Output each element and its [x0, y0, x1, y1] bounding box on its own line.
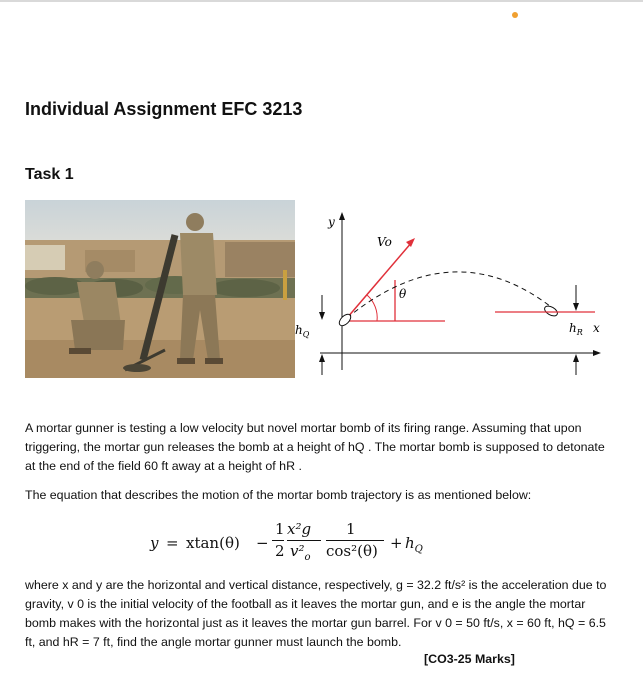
trajectory-equation [150, 520, 450, 570]
equation-intro: The equation that describes the motion of the mortar bomb trajectory is as mentioned below: [25, 488, 532, 502]
indicator-dot [512, 12, 518, 18]
trajectory-diagram [295, 200, 618, 378]
eq-minus: − [256, 534, 269, 552]
variables-paragraph: where x and y are the horizontal and vertical distance, respectively, g = 32.2 ft/s² is the acceleration due to gravity, v 0 is the initial velocity of the football as it leaves the mortar gun, and e is the angle the mortar bomb makes with the horizontal just as it leaves the mortar gun barrel. For v 0 = 50 ft/s, x = 60 ft, hQ = 6.5 ft, and hR = 7 ft, find the angle mortar gunner must launch the bomb. [25, 578, 607, 649]
x-axis-label: x [593, 321, 600, 335]
marks-label: [CO3-25 Marks] [424, 652, 515, 666]
eq-num2: x²g [287, 520, 312, 538]
top-divider [0, 0, 643, 2]
task-heading: Task 1 [25, 166, 74, 183]
eq-h: $h_Q$ [405, 534, 423, 555]
eq-coef-num: 1 [275, 520, 285, 538]
eq-term1: xtan(θ) [186, 534, 240, 552]
velocity-label: Vo [377, 235, 392, 249]
y-axis-label: y [328, 215, 335, 229]
eq-plus: + [390, 534, 403, 552]
theta-label: θ [399, 287, 407, 301]
hq-label: $h_Q$ [295, 323, 310, 339]
problem-paragraph: A mortar gunner is testing a low velocity but novel mortar bomb of its firing range. Assuming that upon triggering, the mortar gun releases the bomb at a height of hQ . The mortar bomb is supposed to detonate at the end of the field 60 ft away at a height of hR . [25, 421, 605, 473]
eq-den2: $v^2_o$ [290, 542, 311, 563]
page-title: Individual Assignment EFC 3213 [25, 99, 303, 119]
eq-den3: cos²(θ) [326, 542, 378, 560]
hr-label: $h_R$ [569, 321, 583, 337]
eq-coef-den: 2 [275, 542, 285, 560]
eq-num3: 1 [346, 520, 356, 538]
mortar-photo [25, 200, 295, 378]
eq-lhs: y [150, 534, 159, 552]
eq-equals: = [166, 534, 179, 552]
